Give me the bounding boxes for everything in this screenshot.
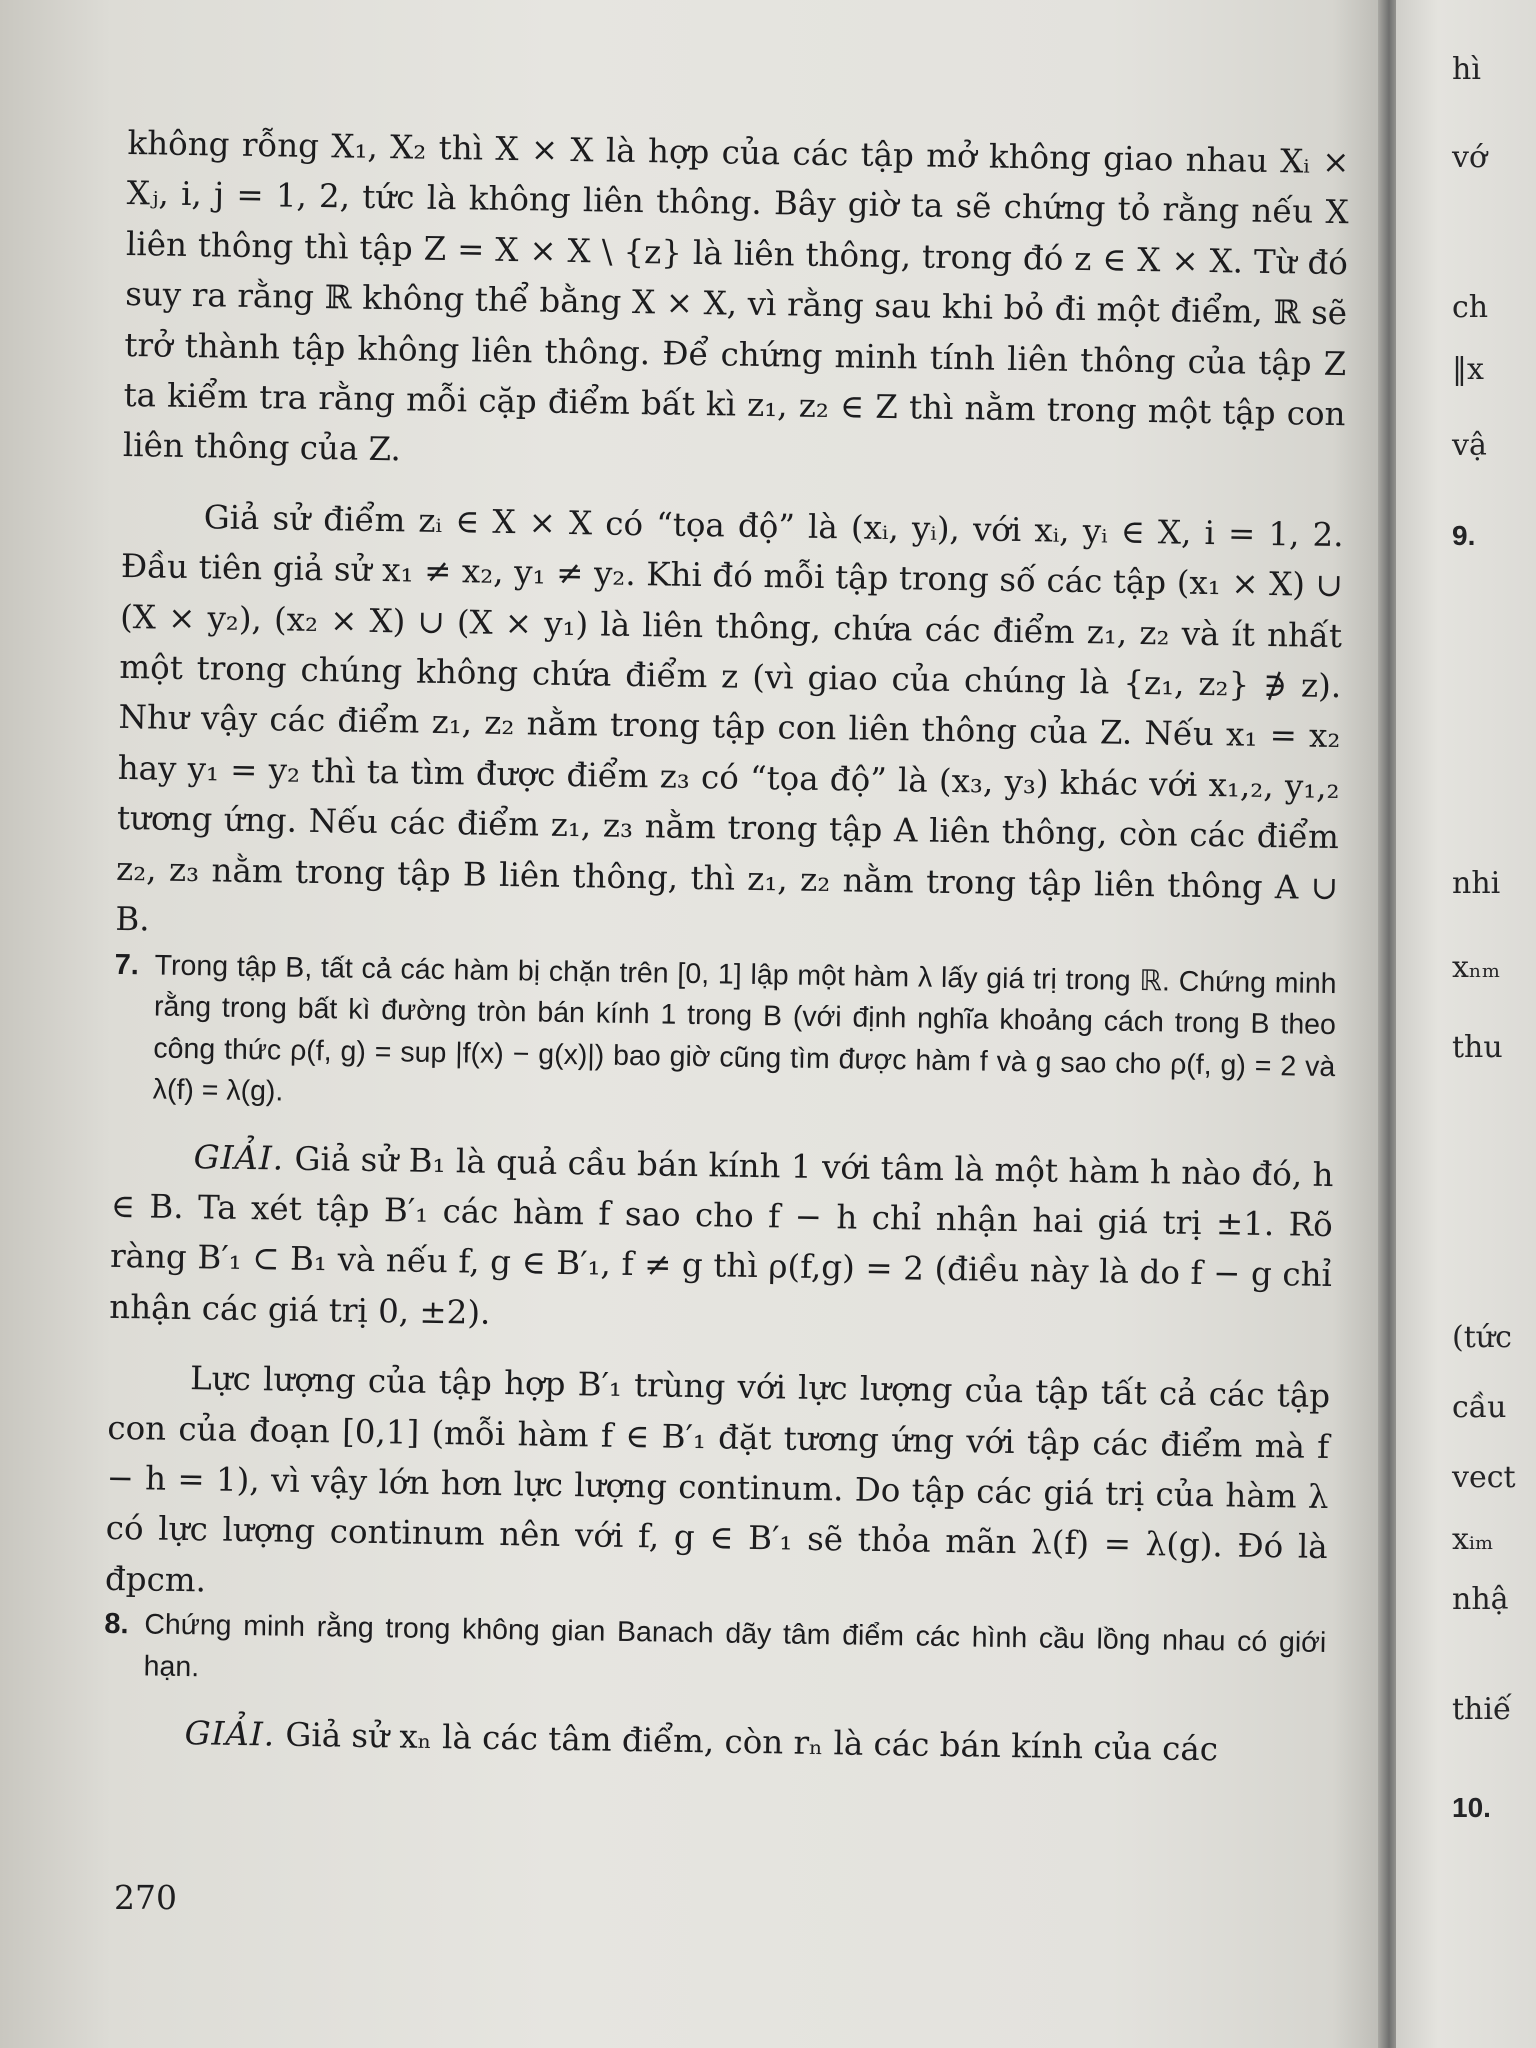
edge-fragment: 9.	[1452, 520, 1476, 551]
edge-fragment: (tức	[1452, 1320, 1512, 1355]
solution-paragraph	[102, 1707, 1325, 1777]
page-number: 270	[114, 1878, 177, 1917]
paragraph-text: Lực lượng của tập hợp B′₁ trùng với lực lượng của tập tất cả các tập con của đoạn [0,1] (mỗi hàm f ∈ B′₁ đặt tương ứng với tập các điểm mà f − h = 1), vì vậy lớn hơn lực lượng continum. Do tập các giá trị của hàm λ có lực lượng continum nên với f, g ∈ B′₁ sẽ thỏa mãn λ(f) = λ(g). Đó là đpcm.	[104, 1359, 1331, 1600]
body-paragraph	[122, 118, 1349, 490]
edge-fragment: 10.	[1452, 1792, 1491, 1823]
page-text-body	[102, 118, 1350, 1777]
edge-fragment: vect	[1452, 1460, 1516, 1495]
edge-fragment: thu	[1452, 1030, 1503, 1065]
edge-fragment: xᵢₘ	[1452, 1522, 1494, 1557]
body-paragraph	[115, 491, 1344, 964]
edge-fragment: thiế	[1452, 1692, 1512, 1727]
exercise-8	[103, 1604, 1326, 1706]
paragraph-text: không rỗng X₁, X₂ thì X × X là hợp của các tập mở không giao nhau Xᵢ × Xⱼ, i, j = 1, 2, tức là không liên thông. Bây giờ ta sẽ chứng tỏ rằng nếu X liên thông thì tập Z = X × X \ {z} là liên thông, trong đó z ∈ X × X. Từ đó suy ra rằng ℝ không thể bằng X × X, vì rằng sau khi bỏ đi một điểm, ℝ sẽ trở thành tập không liên thông. Để chứng minh tính liên thông của tập Z ta kiểm tra rằng mỗi cặp điểm bất kì z₁, z₂ ∈ Z thì nằm trong một tập con liên thông của Z.	[122, 123, 1350, 469]
paragraph-text: Giả sử B₁ là quả cầu bán kính 1 với tâm là một hàm h nào đó, h ∈ B. Ta xét tập B′₁ các hàm f sao cho f − h chỉ nhận hai giá trị ±1. Rõ ràng B′₁ ⊂ B₁ và nếu f, g ∈ B′₁, f ≠ g thì ρ(f,g) = 2 (điều này là do f − g chỉ nhận các giá trị 0, ±2).	[109, 1139, 1334, 1332]
paragraph-text: Giả sử điểm zᵢ ∈ X × X có “tọa độ” là (xᵢ, yᵢ), với xᵢ, yᵢ ∈ X, i = 1, 2. Đầu tiên giả sử x₁ ≠ x₂, y₁ ≠ y₂. Khi đó mỗi tập trong số các tập (x₁ × X) ∪ (X × y₂), (x₂ × X) ∪ (X × y₁) là liên thông, chứa các điểm z₁, z₂ và ít nhất một trong chúng không chứa điểm z (vì giao của chúng là {z₁, z₂} ∌ z). Như vậy các điểm z₁, z₂ nằm trong tập con liên thông của Z. Nếu x₁ = x₂ hay y₁ = y₂ thì ta tìm được điểm z₃ có “tọa độ” là (x₃, y₃) khác với x₁,₂, y₁,₂ tương ứng. Nếu các điểm z₁, z₃ nằm trong tập A liên thông, còn các điểm z₂, z₃ nằm trong tập B liên thông, thì z₁, z₂ nằm trong tập liên thông A ∪ B.	[115, 498, 1344, 939]
edge-fragment: nhậ	[1452, 1582, 1509, 1617]
paragraph-text: Giả sử xₙ là các tâm điểm, còn rₙ là các bán kính của các	[274, 1715, 1219, 1769]
edge-fragment: cầu	[1452, 1390, 1507, 1425]
solution-label: GIẢI.	[184, 1714, 276, 1754]
edge-fragment: xₙₘ	[1452, 950, 1501, 985]
exercise-statement: Trong tập B, tất cả các hàm bị chặn trên [0, 1] lập một hàm λ lấy giá trị trong ℝ. Chứng minh rằng trong bất kì đường tròn bán kính 1 trong B (với định nghĩa khoảng cách trong B theo công thức ρ(f, g) = sup |f(x) − g(x)|) bao giờ cũng tìm được hàm f và g sao cho ρ(f, g) = 2 và λ(f) = λ(g).	[152, 949, 1337, 1108]
edge-fragment: hì	[1452, 52, 1481, 87]
solution-label: GIẢI.	[193, 1137, 285, 1178]
exercise-number: 8.	[104, 1607, 129, 1641]
exercise-number: 7.	[114, 948, 140, 981]
exercise-7	[112, 944, 1336, 1129]
edge-fragment: ‖x	[1452, 352, 1484, 387]
exercise-statement: Chứng minh rằng trong không gian Banach dãy tâm điểm các hình cầu lồng nhau có giới hạn.	[143, 1608, 1327, 1683]
body-paragraph	[105, 1352, 1331, 1623]
edge-fragment: vớ	[1452, 140, 1488, 175]
edge-fragment: vậ	[1452, 428, 1487, 463]
edge-fragment: nhi	[1452, 866, 1501, 901]
solution-paragraph	[109, 1130, 1334, 1351]
edge-fragment: ch	[1452, 290, 1489, 325]
